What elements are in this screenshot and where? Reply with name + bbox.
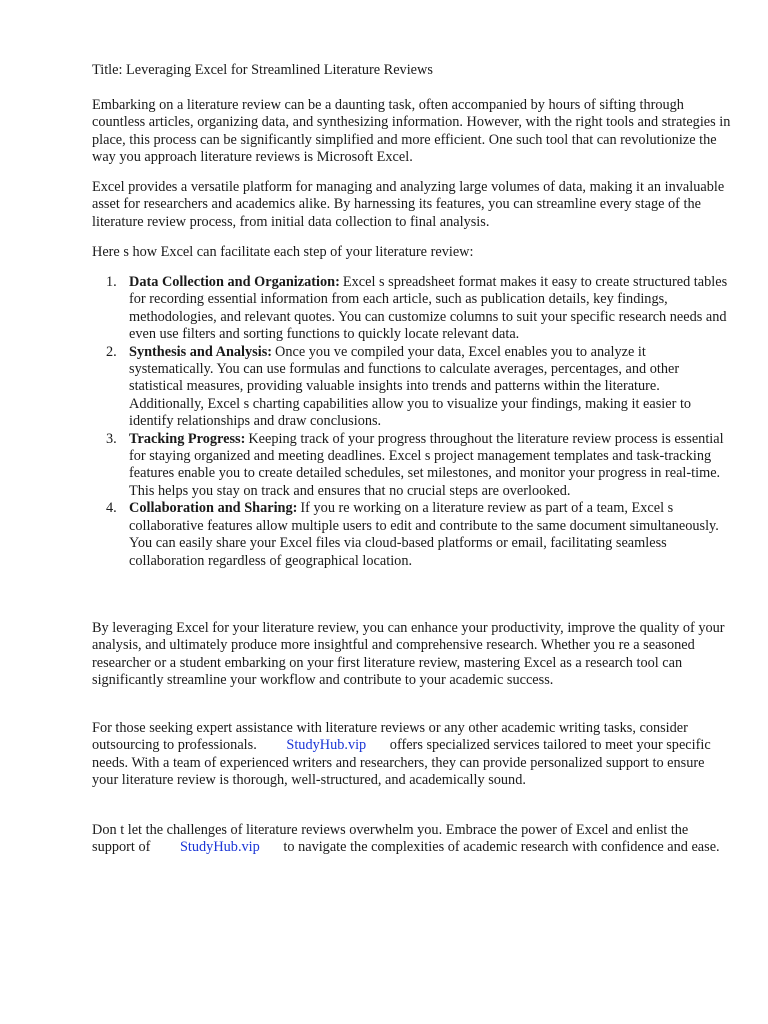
list-item-number: 1. [106, 274, 117, 290]
studyhub-link[interactable]: StudyHub.vip [179, 839, 260, 856]
list-item-number: 4. [106, 500, 117, 517]
list-item [92, 431, 732, 501]
assistance-text-after: offers specialized services tailored to meet your specific needs. With a team of experienced writers and researchers, they can provide personalized support to ensure your literature review is thorough, well-structured, and academically sound. [92, 737, 711, 789]
closing-text-before: Don t let the challenges of literature reviews overwhelm you. Embrace the power of Excel and enlist the support of [92, 822, 689, 856]
intro-paragraph: Embarking on a literature review can be a daunting task, often accompanied by hours of sifting through countless articles, organizing data, and synthesizing information. However, with the right tools and strategies in place, this process can be significantly simplified and more efficient. One such tool that can revolutionize the way you approach literature reviews is Microsoft Excel. [92, 97, 731, 166]
list-item-heading: Data Collection and Organization: [129, 274, 340, 290]
list-item-heading: Synthesis and Analysis: [129, 343, 273, 360]
steps-list [92, 274, 732, 570]
list-item [92, 500, 732, 570]
closing-text-after: to navigate the complexities of academic research with confidence and ease. [283, 839, 720, 856]
list-item-body: Once you ve compiled your data, Excel enables you to analyze it systematically. You can use formulas and functions to calculate averages, percentages, and other statistical measures, providing valuable insights into trends and patterns within the literature. Additionally, Excel s charting capabilities allow you to visualize your findings, making it easier to identify relationships and draw conclusions. [129, 343, 692, 430]
list-item-number: 3. [106, 430, 117, 447]
list-item-heading: Collaboration and Sharing: [129, 500, 298, 517]
list-item-number: 2. [106, 343, 117, 360]
list-item-body: Excel s spreadsheet format makes it easy to create structured tables for recording essential information from each article, such as publication details, key findings, methodologies, and relevant quotes. You can customize columns to suit your specific research needs and even use filters and sorting functions to quickly locate relevant data. [129, 274, 728, 343]
list-item [92, 274, 732, 344]
list-item [92, 344, 732, 431]
assistance-text-before: For those seeking expert assistance with literature reviews or any other academic writing tasks, consider outsourcing to professionals. [92, 720, 688, 754]
conclusion-paragraph: By leveraging Excel for your literature review, you can enhance your productivity, improve the quality of your analysis, and ultimately produce more insightful and comprehensive research. Whether you re a seasoned researcher or a student embarking on your first literature review, mastering Excel as a research tool can significantly streamline your workflow and contribute to your academic success. [92, 620, 725, 689]
assistance-paragraph [92, 720, 732, 790]
closing-paragraph [92, 822, 732, 857]
list-intro: Here s how Excel can facilitate each step of your literature review: [92, 244, 474, 260]
document-title: Title: Leveraging Excel for Streamlined Literature Reviews [92, 62, 433, 78]
list-item-heading: Tracking Progress: [129, 430, 246, 447]
platform-paragraph: Excel provides a versatile platform for managing and analyzing large volumes of data, making it an invaluable asset for researchers and academics alike. By harnessing its features, you can streamline every stage of the literature review process, from initial data collection to final analysis. [92, 179, 725, 230]
list-item-body: Keeping track of your progress throughout the literature review process is essential for staying organized and meeting deadlines. Excel s project management templates and task-tracking features enable you to create detailed schedules, set milestones, and monitor your progress in real-time. This helps you stay on track and ensures that no crucial steps are overlooked. [129, 430, 724, 499]
studyhub-link[interactable]: StudyHub.vip [286, 737, 367, 754]
list-item-body: If you re working on a literature review as part of a team, Excel s collaborative features allow multiple users to edit and contribute to the same document simultaneously. You can easily share your Excel files via cloud-based platforms or email, facilitating seamless collaboration regardless of geographical location. [129, 500, 719, 569]
